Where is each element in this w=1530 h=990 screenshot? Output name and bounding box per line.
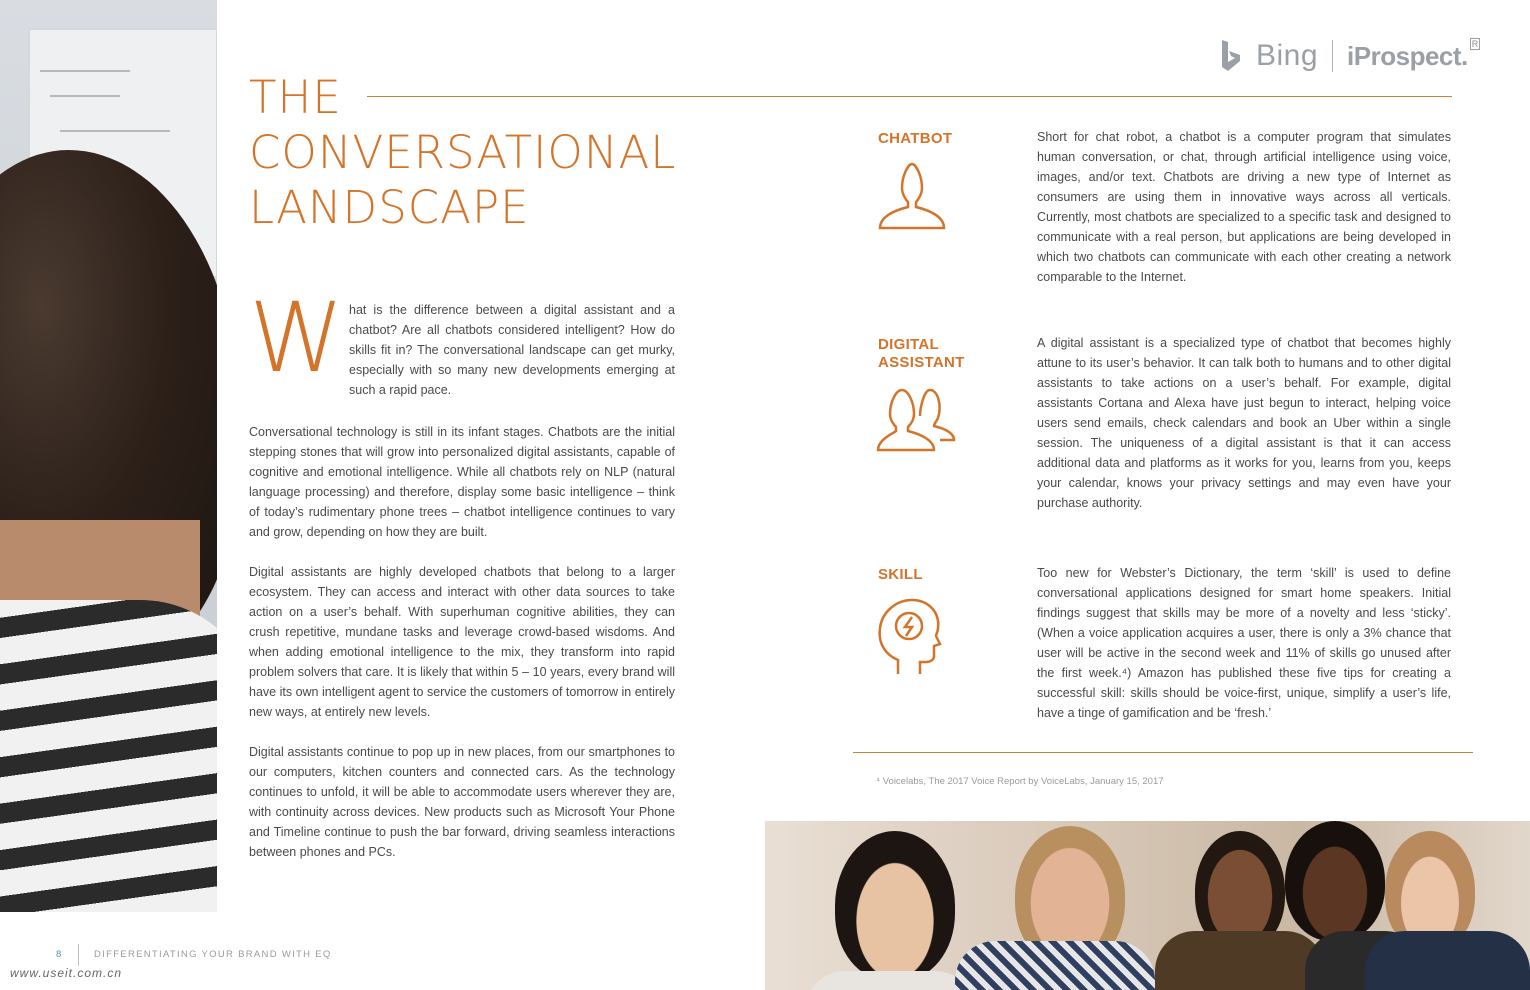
bing-logo-icon xyxy=(1220,39,1242,73)
title-line: THE xyxy=(249,71,342,124)
term-skill: SKILL xyxy=(878,566,923,583)
page-number: 8 xyxy=(56,949,62,960)
bing-wordmark: Bing xyxy=(1256,39,1319,72)
title-line: LANDSCAPE xyxy=(249,181,530,234)
scribble xyxy=(40,70,130,72)
definition-digital-assistant: A digital assistant is a specialized type of chatbot that becomes highly attune to its user’s behavior. It can talk both to humans and to other digital assistants to take actions on a user’s behalf. For example, digital assistants Cortana and Alexa have just begun to interact, helping voice users send emails, check calendars and book an Uber within a single session. The uniqueness of a digital assistant is that it can access additional data and platforms as it works for you, learns from you, keeps your calendar, knows your privacy settings and may even have your purchase authority. xyxy=(1037,336,1451,510)
shirt xyxy=(1365,931,1530,990)
logo-divider xyxy=(1332,40,1333,72)
term-digital-assistant xyxy=(878,336,965,372)
person-1 xyxy=(835,831,955,981)
term-line: ASSISTANT xyxy=(878,354,965,371)
term-chatbot: CHATBOT xyxy=(878,130,953,147)
person-4 xyxy=(1285,821,1385,941)
title-line: CONVERSATIONAL xyxy=(249,126,677,179)
footnote-rule xyxy=(853,752,1473,753)
shirt xyxy=(955,941,1155,990)
watermark: www.useit.com.cn xyxy=(10,966,123,980)
iprospect-wordmark: iProspect. xyxy=(1347,40,1468,71)
person-icon xyxy=(876,160,948,232)
head-lightning-icon xyxy=(876,598,942,678)
body-paragraph: Digital assistants are highly developed chatbots that belong to a larger ecosystem. They can access and interact with other data sources to take action on a user’s behalf. With superhuman cognitive abilities, they can crush repetitive, mundane tasks and leverage crowd-based wisdoms. And when adding emotional intelligence to the mix, they transform into rapid problem solvers that care. It is likely that within 5 – 10 years, every brand will have its own intelligent agent to service the customers of tomorrow in entirely new ways, at entirely new levels. xyxy=(249,565,675,719)
page-title xyxy=(249,70,699,235)
shirt xyxy=(1155,931,1325,990)
body-paragraph: Digital assistants continue to pop up in new places, from our smartphones to our computers, kitchen counters and connected cars. As the technology continues to unfold, it will be able to accommodate users wherever they are, with continuity across devices. New products such as Microsoft Your Phone and Timeline continue to push the bar forward, driving seamless interactions between phones and PCs. xyxy=(249,745,675,859)
body-paragraph: Conversational technology is still in its infant stages. Chatbots are the initial stepping stones that will grow into personalized digital assistants, capable of cognitive and emotional intelligence. While all chatbots rely on NLP (natural language processing) and therefore, display some basic intelligence – think of today’s rudimentary phone trees – chatbot intelligence continues to vary and grow, depending on how they are built. xyxy=(249,425,675,539)
lead-paragraph xyxy=(249,282,675,400)
group-photo xyxy=(765,821,1530,990)
definition-skill: Too new for Webster’s Dictionary, the term ‘skill’ is used to define conversational applications designed for smart home speakers. Initial findings suggest that skills may be more of a novelty and less ‘sticky’. (When a voice application acquires a user, there is only a 3% chance that user will be active in the second week and 11% of skills go unused after the first week.⁴) Amazon has published these five tips for creating a successful skill: skills should be voice-first, unique, simplify a user’s life, have a tinge of gamification and be ‘fresh.’ xyxy=(1037,566,1451,720)
registered-mark: R xyxy=(1471,39,1479,49)
striped-sweater xyxy=(0,600,217,912)
brand-logo xyxy=(1220,38,1492,74)
drop-cap: W xyxy=(249,282,344,394)
footer-section-title: DIFFERENTIATING YOUR BRAND WITH EQ xyxy=(94,949,332,960)
footnote: ⁴ Voicelabs, The 2017 Voice Report by VoiceLabs, January 15, 2017 xyxy=(876,776,1164,787)
term-line: DIGITAL xyxy=(878,336,939,353)
scribble xyxy=(60,130,170,132)
lead-text: hat is the difference between a digital assistant and a chatbot? Are all chatbots considered intelligent? How do skills fit in? The conversational landscape can get murky, especially with so many new developments emerging at such a rapid pace. xyxy=(349,303,675,397)
scribble xyxy=(50,95,120,97)
two-people-icon xyxy=(876,386,958,452)
shirt xyxy=(805,971,975,990)
definition-chatbot: Short for chat robot, a chatbot is a computer program that simulates human conversation, or chat, through artificial intelligence using voice, images, and/or text. Chatbots are driving a new type of Internet as consumers are using them in innovative ways across all verticals. Currently, most chatbots are specialized to a specific task and designed to communicate with a real person, but applications are being developed in which two chatbots can communicate with each other creating a network comparable to the Internet. xyxy=(1037,130,1451,284)
left-photo xyxy=(0,0,217,912)
footer-divider xyxy=(78,944,79,966)
